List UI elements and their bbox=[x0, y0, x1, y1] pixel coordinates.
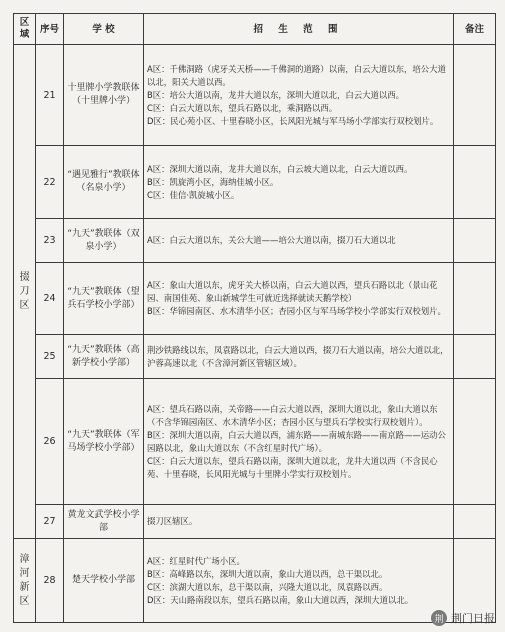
district-label: 漳河新区 bbox=[19, 553, 30, 607]
remark-cell bbox=[454, 45, 496, 146]
range-line: B区：凯旋湾小区，海纳佳城小区。 bbox=[147, 176, 279, 187]
school-cell: 楚天学校小学部 bbox=[64, 539, 144, 623]
school-cell: “遇见雅行”教联体（名泉小学） bbox=[64, 146, 144, 219]
remark-cell bbox=[454, 146, 496, 219]
remark-cell bbox=[454, 335, 496, 379]
range-line: C区：佳信·凯旋城小区。 bbox=[147, 189, 240, 200]
table-row bbox=[14, 335, 496, 379]
range-line: C区：滨湖大道以东，总干渠以南，兴隆大道以北，凤袁路以西。 bbox=[147, 581, 388, 592]
range-line: B区：华锦园南区、水木清华小区；杏园小区与军马场学校小学部实行双校划片。 bbox=[147, 306, 446, 316]
range-line: D区：民心苑小区、十里春晓小区，长风阳光城与军马场小学部实行双校划片。 bbox=[147, 115, 439, 126]
seq-cell: 28 bbox=[36, 539, 64, 623]
school-cell: 十里牌小学教联体（十里牌小学） bbox=[64, 45, 144, 146]
range-line: B区：高峰路以东，深圳大道以南，象山大道以西，总干渠以北。 bbox=[147, 568, 388, 579]
district-label: 掇刀区 bbox=[19, 271, 30, 311]
enrollment-range-table bbox=[13, 13, 496, 623]
range-cell bbox=[144, 505, 454, 539]
range-cell bbox=[144, 146, 454, 219]
header-school: 学 校 bbox=[64, 14, 144, 45]
district-cell-zhanghe bbox=[14, 539, 36, 623]
school-cell: 黄龙文武学校小学部 bbox=[64, 505, 144, 539]
seq-cell: 26 bbox=[36, 379, 64, 505]
range-line: 掇刀区辖区。 bbox=[147, 516, 198, 526]
range-cell bbox=[144, 45, 454, 146]
seq-cell: 21 bbox=[36, 45, 64, 146]
header-remark: 备注 bbox=[454, 14, 496, 45]
range-cell bbox=[144, 335, 454, 379]
remark-cell bbox=[454, 219, 496, 263]
table-row bbox=[14, 263, 496, 335]
remark-cell bbox=[454, 505, 496, 539]
school-cell: “九天”教联体（双泉小学） bbox=[64, 219, 144, 263]
school-cell: “九天”教联体（望兵石学校小学部） bbox=[64, 263, 144, 335]
watermark-text: 荆门日报 bbox=[451, 612, 495, 625]
range-cell bbox=[144, 379, 454, 505]
range-line: B区：培公大道以南，龙井大道以东，深圳大道以北，白云大道以西。 bbox=[147, 89, 404, 100]
remark-cell bbox=[454, 263, 496, 335]
range-line: C区：白云大道以东，望兵石路以南，深圳大道以北，龙井大道以西（不含民心苑、十里春晓，长风阳光城与十里牌小学实行双校划片。 bbox=[147, 455, 438, 479]
range-line: C区：白云大道以东，望兵石路以北，乘洞路以西。 bbox=[147, 102, 338, 113]
range-line: A区：象山大道以东，虎牙关大桥以南，白云大道以西，望兵石路以北（景山花园、南国佳苑、象山新城学生可就近选择就读天鹅学校） bbox=[147, 280, 438, 303]
seq-cell: 23 bbox=[36, 219, 64, 263]
district-cell-duodao bbox=[14, 45, 36, 539]
seq-cell: 22 bbox=[36, 146, 64, 219]
seq-cell: 27 bbox=[36, 505, 64, 539]
school-cell: “九天”教联体（高新学校小学部） bbox=[64, 335, 144, 379]
seq-cell: 24 bbox=[36, 263, 64, 335]
range-cell bbox=[144, 263, 454, 335]
range-line: A区：望兵石路以南，关帝路——白云大道以西，深圳大道以北，象山大道以东（不含华锦园南区、水木清华小区；杏园小区与望兵石学校实行双校划片）。 bbox=[147, 403, 438, 427]
header-range: 招 生 范 围 bbox=[144, 14, 454, 45]
newspaper-logo-icon: 荆 bbox=[431, 610, 447, 626]
table-header-row bbox=[14, 14, 496, 45]
school-cell: “九天”教联体（军马场学校小学部） bbox=[64, 379, 144, 505]
table-row bbox=[14, 219, 496, 263]
range-cell bbox=[144, 219, 454, 263]
seq-cell: 25 bbox=[36, 335, 64, 379]
range-line: 荆沙铁路线以东，凤袁路以北，白云大道以西，掇刀石大道以南，培公大道以北，沪蓉高速以北（不含漳河新区管辖区域）。 bbox=[147, 344, 449, 368]
range-line: A区：千佛洞路（虎牙关天桥——千佛洞的道路）以南，白云大道以东，培公大道以北，阳关大道以西。 bbox=[147, 63, 446, 87]
table-row bbox=[14, 146, 496, 219]
range-line: D区：天山路南段以东，望兵石路以南，象山大道以西，深圳大道以北。 bbox=[147, 594, 414, 605]
header-district: 区域 bbox=[14, 14, 36, 45]
remark-cell bbox=[454, 379, 496, 505]
range-line: A区：深圳大道以南，龙井大道以东，白云坡大道以北，白云大道以西。 bbox=[147, 163, 413, 174]
range-line: A区：红星时代广场小区。 bbox=[147, 555, 245, 566]
table-row bbox=[14, 505, 496, 539]
range-cell bbox=[144, 539, 454, 623]
table-row bbox=[14, 539, 496, 623]
table-row bbox=[14, 45, 496, 146]
header-seq: 序号 bbox=[36, 14, 64, 45]
watermark bbox=[431, 610, 495, 626]
range-line: B区：深圳大道以南，白云大道以西，浦东路——南城东路——南京路——运动公园路以北，象山大道以东（不含红星时代广场）。 bbox=[147, 429, 446, 453]
range-line: A区：白云大道以东，关公大道——培公大道以南，掇刀石大道以北 bbox=[147, 235, 396, 245]
table-row bbox=[14, 379, 496, 505]
